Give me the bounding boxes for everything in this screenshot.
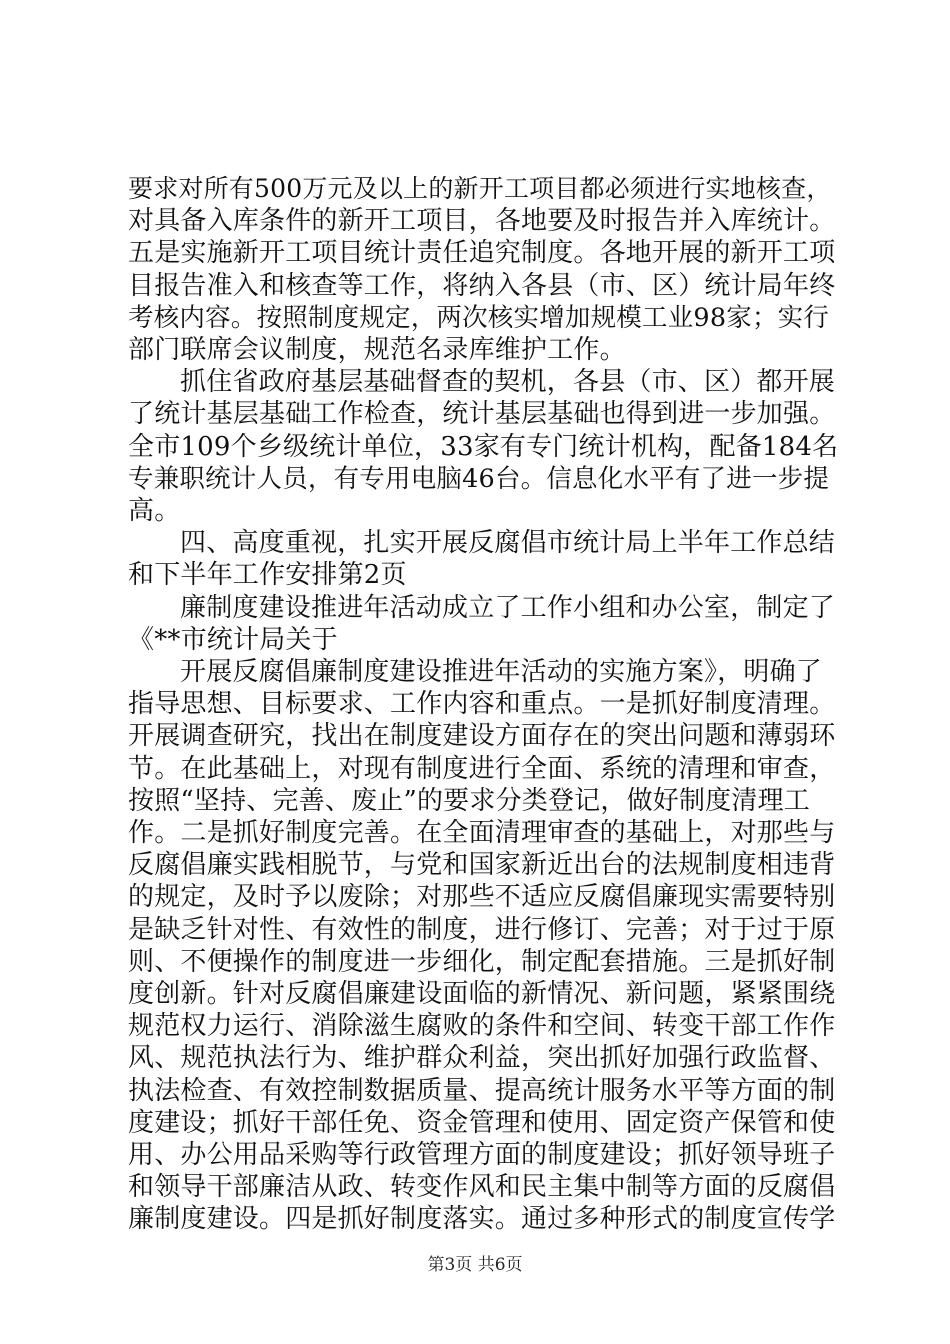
text-line: 要求对所有500万元及以上的新开工项目都必须进行实地核查， <box>128 174 832 203</box>
text-line: 高。 <box>128 496 181 526</box>
text-line: 廉制度建设推进年活动成立了工作小组和办公室，制定了 <box>180 592 836 623</box>
text-line: 《**市统计局关于 <box>128 624 338 655</box>
page-number-footer: 第3页 共6页 <box>427 1254 523 1275</box>
text-line: 度建设；抓好干部任免、资金管理和使用、固定资产保管和使 <box>128 1107 836 1138</box>
text-line: 指导思想、目标要求、工作内容和重点。一是抓好制度清理。 <box>128 689 836 720</box>
text-line: 专兼职统计人员，有专用电脑46台。信息化水平有了进一步提 <box>128 463 830 494</box>
text-line: 开展反腐倡廉制度建设推进年活动的实施方案》，明确了 <box>180 657 823 687</box>
text-line: 了统计基层基础工作检查，统计基层基础也得到进一步加强。 <box>128 399 836 430</box>
text-line: 按照“坚持、完善、废止”的要求分类登记，做好制度清理工 <box>128 785 810 816</box>
text-line: 目报告准入和核查等工作，将纳入各县（市、区）统计局年终 <box>128 270 836 301</box>
text-line: 则、不便操作的制度进一步细化，制定配套措施。三是抓好制 <box>128 946 836 977</box>
text-line: 是缺乏针对性、有效性的制度，进行修订、完善；对于过于原 <box>128 914 836 945</box>
text-line: 全市109个乡级统计单位，33家有专门统计机构，配备184名 <box>128 431 839 462</box>
text-line: 度创新。针对反腐倡廉建设面临的新情况、新问题，紧紧围绕 <box>128 979 836 1009</box>
text-line: 五是实施新开工项目统计责任追究制度。各地开展的新开工项 <box>128 238 836 269</box>
text-line: 考核内容。按照制度规定，两次核实增加规模工业98家；实行 <box>128 302 830 333</box>
text-line: 部门联席会议制度，规范名录库维护工作。 <box>128 335 626 365</box>
text-line: 抓住省政府基层基础督查的契机，各县（市、区）都开展 <box>180 367 836 398</box>
text-line: 规范权力运行、消除滋生腐败的条件和空间、转变干部工作作 <box>128 1011 836 1042</box>
text-line: 风、规范执法行为、维护群众利益，突出抓好加强行政监督、 <box>128 1043 836 1074</box>
text-line: 用、办公用品采购等行政管理方面的制度建设；抓好领导班子 <box>128 1140 836 1170</box>
text-line: 廉制度建设。四是抓好制度落实。通过多种形式的制度宣传学 <box>128 1204 836 1235</box>
text-line: 和领导干部廉洁从政、转变作风和民主集中制等方面的反腐倡 <box>128 1172 836 1203</box>
text-line: 节。在此基础上，对现有制度进行全面、系统的清理和审查， <box>128 753 836 784</box>
text-line: 作。二是抓好制度完善。在全面清理审查的基础上，对那些与 <box>128 818 836 848</box>
text-line: 四、高度重视，扎实开展反腐倡市统计局上半年工作总结 <box>180 528 836 559</box>
text-line: 反腐倡廉实践相脱节，与党和国家新近出台的法规制度相违背 <box>128 850 836 881</box>
text-line: 开展调查研究，找出在制度建设方面存在的突出问题和薄弱环 <box>128 721 836 752</box>
text-line: 和下半年工作安排第2页 <box>128 560 407 591</box>
text-line: 的规定，及时予以废除；对那些不适应反腐倡廉现实需要特别 <box>128 882 836 913</box>
text-line: 对具备入库条件的新开工项目，各地要及时报告并入库统计。 <box>128 206 836 237</box>
text-line: 执法检查、有效控制数据质量、提高统计服务水平等方面的制 <box>128 1075 836 1106</box>
